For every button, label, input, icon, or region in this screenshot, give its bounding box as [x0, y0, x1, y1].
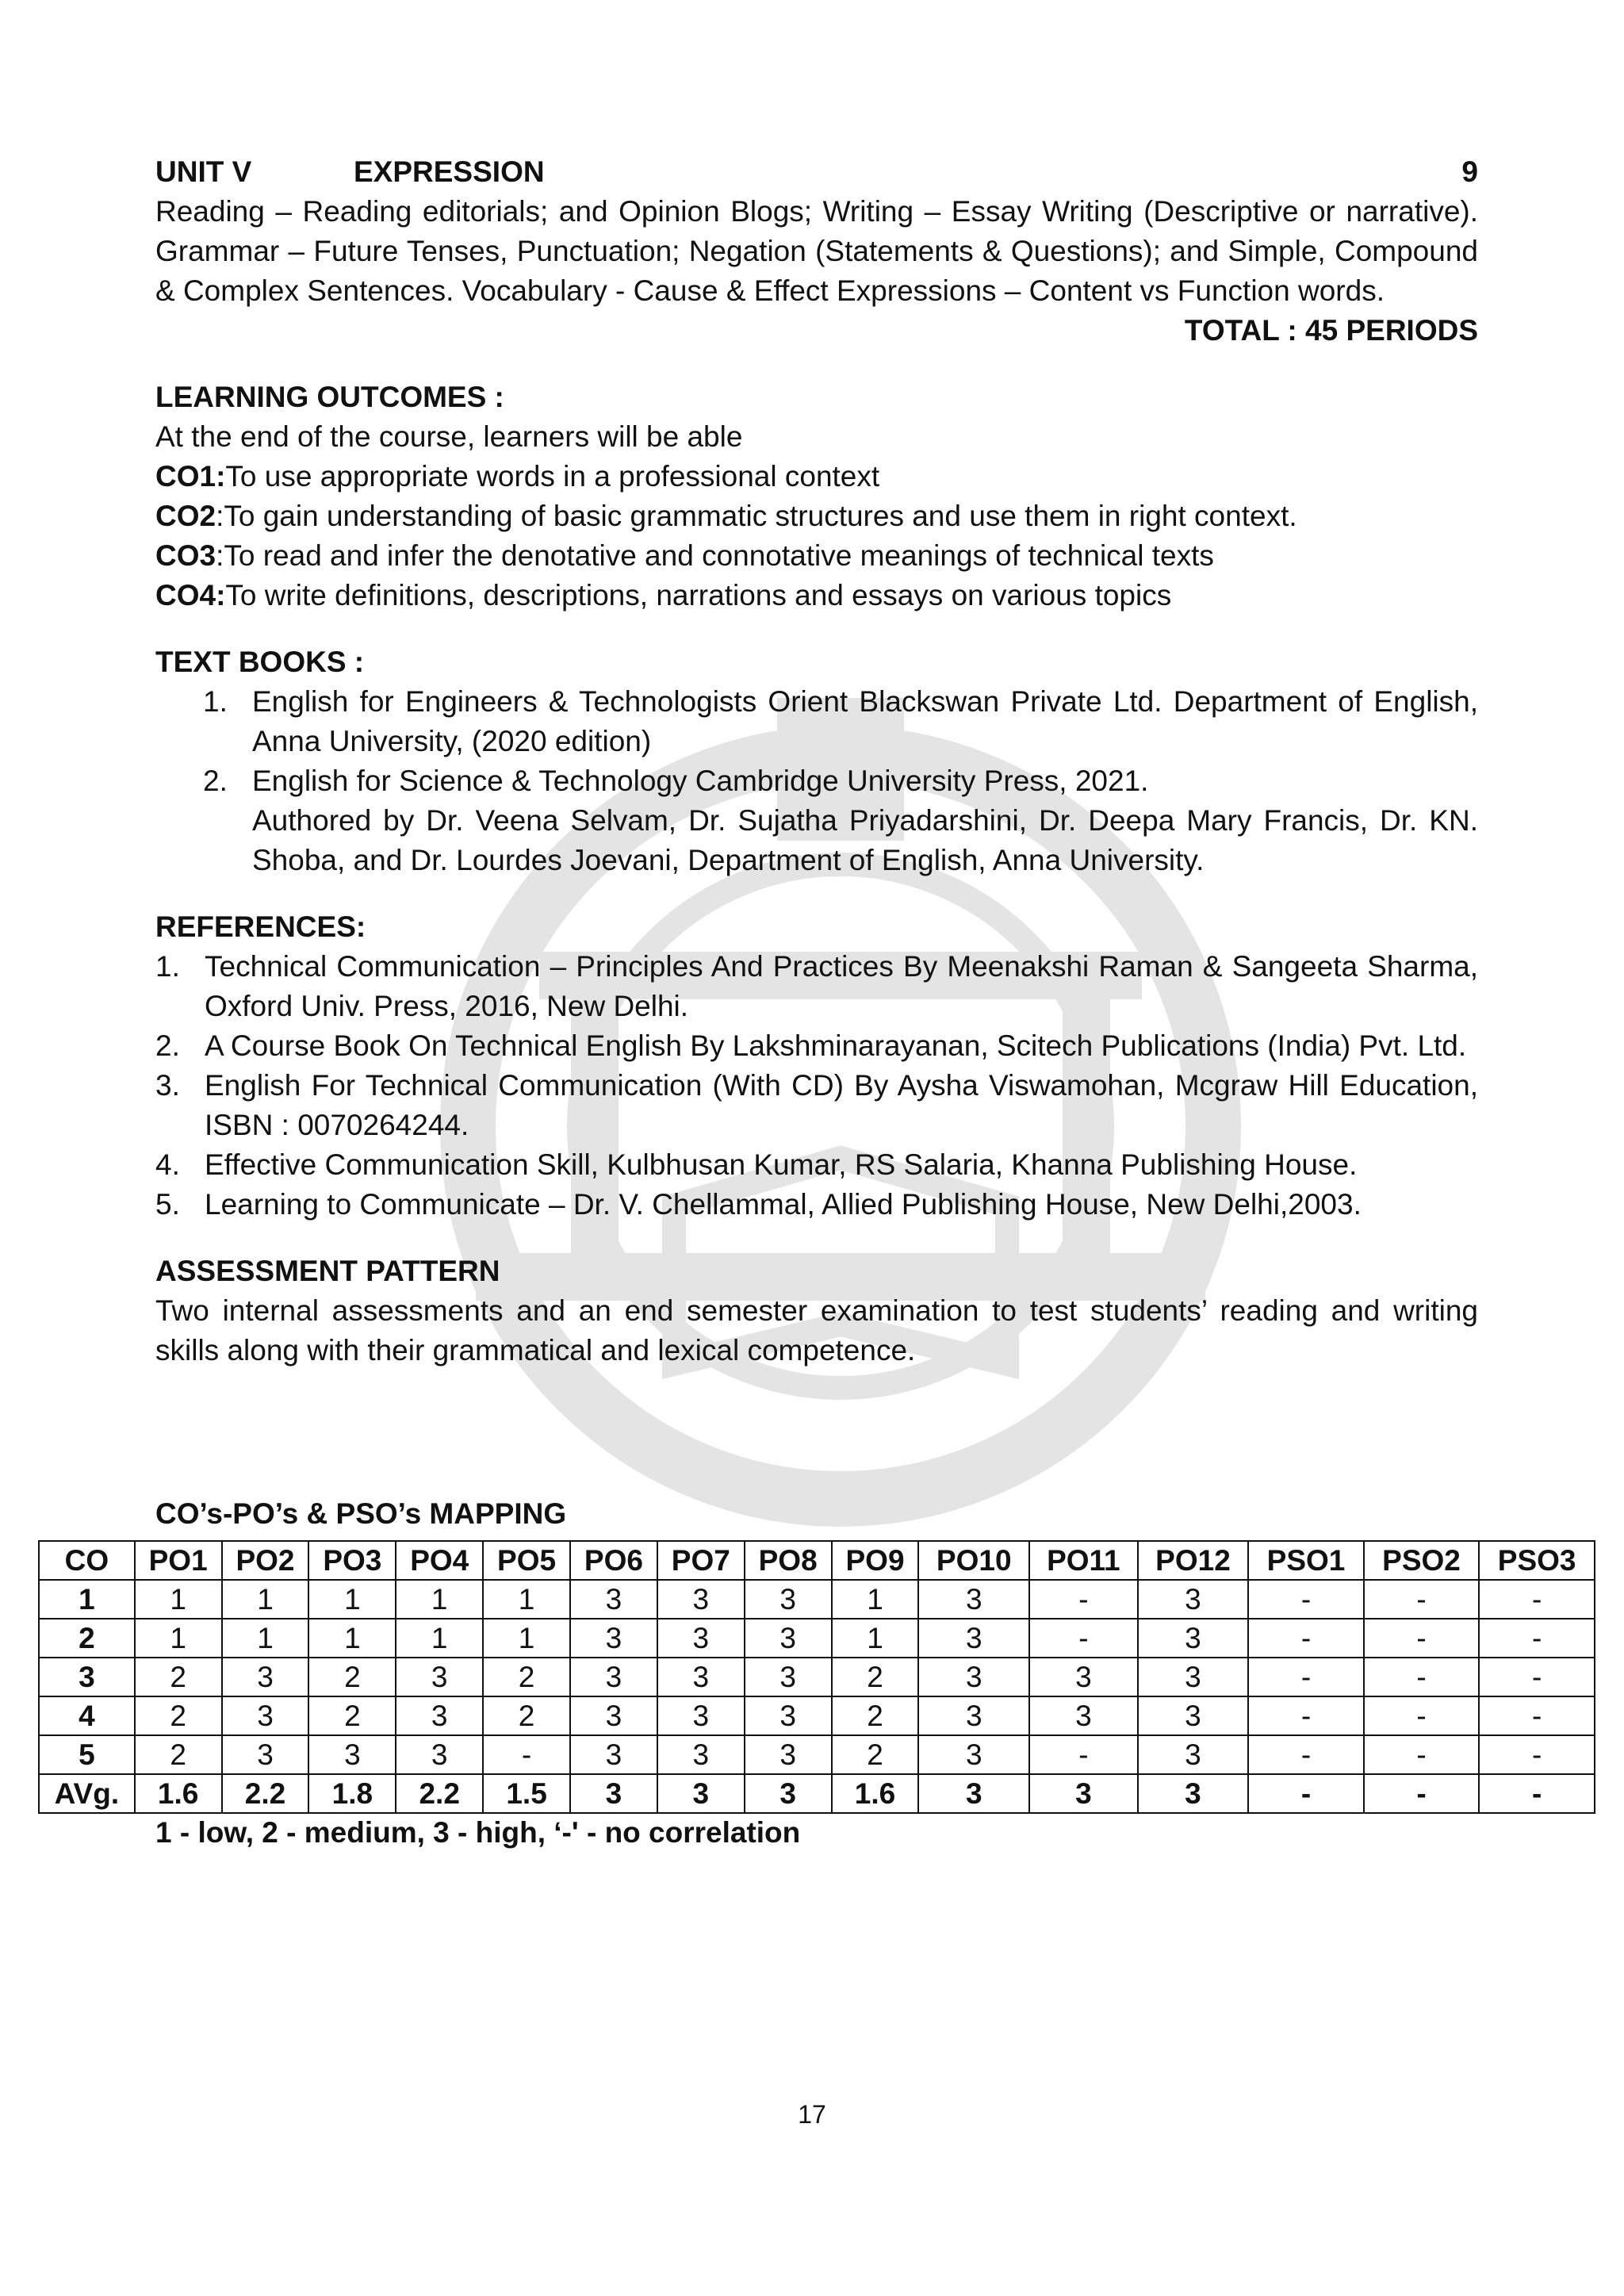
- list-number: 3.: [155, 1069, 180, 1102]
- outcome-code: CO4:: [155, 579, 226, 611]
- list-item: [155, 1185, 1478, 1225]
- table-cell: 1: [483, 1619, 570, 1658]
- mapping-legend: 1 - low, 2 - medium, 3 - high, ‘-' - no correlation: [155, 1816, 801, 1849]
- row-label-cell: 2: [39, 1619, 135, 1658]
- list-text: Learning to Communicate – Dr. V. Chellammal, Allied Publishing House, New Delhi,2003.: [205, 1188, 1362, 1221]
- outcome-item: [155, 536, 1478, 576]
- table-cell: -: [1479, 1658, 1595, 1696]
- list-text: A Course Book On Technical English By Lakshminarayanan, Scitech Publications (India) Pvt. Ltd.: [205, 1029, 1467, 1062]
- outcome-code: CO3: [155, 539, 216, 572]
- column-header: PO3: [308, 1541, 396, 1580]
- total-periods: TOTAL : 45 PERIODS: [1184, 314, 1478, 347]
- table-cell: -: [1364, 1619, 1480, 1658]
- table-cell: 3: [570, 1619, 657, 1658]
- list-authors: Authored by Dr. Veena Selvam, Dr. Sujatha Priyadarshini, Dr. Deepa Mary Francis, Dr. KN. Shoba, and Dr. Lourdes Joevani, Department of English, Anna University.: [252, 804, 1478, 876]
- table-cell: 3: [1138, 1619, 1249, 1658]
- list-item: [155, 1066, 1478, 1145]
- table-cell: -: [1479, 1696, 1595, 1735]
- table-cell: -: [1479, 1774, 1595, 1813]
- table-cell: 3: [1138, 1658, 1249, 1696]
- column-header: PO2: [222, 1541, 309, 1580]
- table-cell: 1: [135, 1619, 222, 1658]
- table-cell: 2: [483, 1696, 570, 1735]
- table-cell: 1.5: [483, 1774, 570, 1813]
- column-header: PO4: [396, 1541, 483, 1580]
- table-cell: 3: [570, 1735, 657, 1774]
- table-cell: 3: [745, 1735, 832, 1774]
- table-row: [39, 1735, 1595, 1774]
- page-content: [155, 152, 1478, 1370]
- table-cell: 3: [1138, 1735, 1249, 1774]
- table-cell: 3: [657, 1619, 745, 1658]
- table-cell: -: [1248, 1619, 1364, 1658]
- table-cell: 3: [570, 1696, 657, 1735]
- table-cell: -: [1364, 1658, 1480, 1696]
- table-cell: 3: [1138, 1580, 1249, 1619]
- table-cell: 3: [657, 1580, 745, 1619]
- column-header: PO1: [135, 1541, 222, 1580]
- row-label-cell: 1: [39, 1580, 135, 1619]
- unit-title: EXPRESSION: [354, 155, 545, 188]
- list-item: [155, 761, 1478, 880]
- table-cell: 3: [657, 1696, 745, 1735]
- outcome-item: [155, 457, 1478, 496]
- table-cell: 3: [1029, 1696, 1138, 1735]
- table-cell: -: [1248, 1696, 1364, 1735]
- table-row: [39, 1658, 1595, 1696]
- references-list: [155, 947, 1478, 1225]
- table-cell: 2: [135, 1658, 222, 1696]
- table-cell: 3: [745, 1774, 832, 1813]
- outcomes-intro: At the end of the course, learners will be able: [155, 420, 743, 453]
- table-cell: 2: [135, 1696, 222, 1735]
- table-cell: 1: [832, 1619, 919, 1658]
- column-header: PO8: [745, 1541, 832, 1580]
- row-label-cell: 5: [39, 1735, 135, 1774]
- list-number: 1.: [155, 950, 180, 983]
- table-cell: -: [1248, 1735, 1364, 1774]
- table-cell: 3: [745, 1658, 832, 1696]
- outcome-code: CO1:: [155, 460, 226, 493]
- table-cell: 3: [918, 1619, 1029, 1658]
- table-cell: 2: [832, 1696, 919, 1735]
- outcome-text: :To gain understanding of basic grammatic structures and use them in right context.: [216, 500, 1297, 532]
- outcomes-heading: LEARNING OUTCOMES :: [155, 381, 504, 413]
- table-cell: -: [1029, 1580, 1138, 1619]
- table-cell: 3: [918, 1580, 1029, 1619]
- table-cell: 3: [918, 1735, 1029, 1774]
- column-header: PO6: [570, 1541, 657, 1580]
- table-cell: 3: [570, 1774, 657, 1813]
- table-cell: 1: [396, 1580, 483, 1619]
- list-text: Technical Communication – Principles And Practices By Meenakshi Raman & Sangeeta Sharma, Oxford Univ. Press, 2016, New Delhi.: [205, 950, 1478, 1022]
- column-header: PO12: [1138, 1541, 1249, 1580]
- table-cell: 3: [918, 1696, 1029, 1735]
- table-cell: 3: [1138, 1696, 1249, 1735]
- table-cell: 3: [396, 1658, 483, 1696]
- column-header: PO11: [1029, 1541, 1138, 1580]
- table-cell: 2.2: [396, 1774, 483, 1813]
- column-header: PSO2: [1364, 1541, 1480, 1580]
- table-cell: 3: [308, 1735, 396, 1774]
- textbooks-list: [155, 682, 1478, 880]
- table-row: [39, 1619, 1595, 1658]
- table-cell: -: [1248, 1658, 1364, 1696]
- table-cell: -: [1364, 1580, 1480, 1619]
- table-cell: -: [1479, 1619, 1595, 1658]
- unit-label: UNIT V: [155, 155, 252, 188]
- list-number: 4.: [155, 1148, 180, 1181]
- table-cell: 3: [396, 1735, 483, 1774]
- table-cell: 3: [396, 1696, 483, 1735]
- list-text: English for Science & Technology Cambridge University Press, 2021.: [252, 765, 1149, 797]
- list-text: English for Engineers & Technologists Orient Blackswan Private Ltd. Department of English, Anna University, (2020 edition): [252, 685, 1478, 757]
- textbooks-heading: TEXT BOOKS :: [155, 646, 365, 678]
- outcome-text: To use appropriate words in a professional context: [225, 460, 880, 493]
- list-text: Effective Communication Skill, Kulbhusan Kumar, RS Salaria, Khanna Publishing House.: [205, 1148, 1358, 1181]
- table-cell: 3: [222, 1696, 309, 1735]
- table-cell: 1: [222, 1619, 309, 1658]
- table-cell: 2: [308, 1696, 396, 1735]
- table-cell: 2.2: [222, 1774, 309, 1813]
- column-header: CO: [39, 1541, 135, 1580]
- table-cell: 3: [1029, 1774, 1138, 1813]
- outcome-text: :To read and infer the denotative and connotative meanings of technical texts: [216, 539, 1214, 572]
- unit-description: Reading – Reading editorials; and Opinion Blogs; Writing – Essay Writing (Descriptive or narrative). Grammar – Future Tenses, Punctuation; Negation (Statements & Questions); and Simple, Compound & Complex Sentences. Vocabulary - Cause & Effect Expressions – Content vs Function words.: [155, 195, 1478, 307]
- table-cell: -: [1479, 1580, 1595, 1619]
- table-cell: 3: [918, 1774, 1029, 1813]
- column-header: PSO3: [1479, 1541, 1595, 1580]
- outcome-text: To write definitions, descriptions, narrations and essays on various topics: [225, 579, 1172, 611]
- table-cell: 1.6: [135, 1774, 222, 1813]
- table-cell: 3: [1138, 1774, 1249, 1813]
- table-cell: 3: [745, 1580, 832, 1619]
- table-row: [39, 1580, 1595, 1619]
- column-header: PSO1: [1248, 1541, 1364, 1580]
- table-row: [39, 1696, 1595, 1735]
- column-header: PO5: [483, 1541, 570, 1580]
- table-cell: -: [1248, 1580, 1364, 1619]
- table-cell: 1: [135, 1580, 222, 1619]
- unit-hours: 9: [1461, 155, 1478, 188]
- column-header: PO9: [832, 1541, 919, 1580]
- outcome-code: CO2: [155, 500, 216, 532]
- table-cell: 2: [483, 1658, 570, 1696]
- table-cell: 1: [396, 1619, 483, 1658]
- page-number: 17: [798, 2100, 826, 2129]
- assessment-heading: ASSESSMENT PATTERN: [155, 1255, 500, 1287]
- list-number: 2.: [155, 1029, 180, 1062]
- list-number: 1.: [203, 685, 228, 718]
- mapping-title: CO’s-PO’s & PSO’s MAPPING: [155, 1497, 567, 1530]
- unit-header: [155, 152, 1478, 192]
- table-cell: -: [1364, 1735, 1480, 1774]
- list-item: [155, 1026, 1478, 1066]
- table-cell: -: [1029, 1735, 1138, 1774]
- row-label-cell: AVg.: [39, 1774, 135, 1813]
- table-cell: 1.6: [832, 1774, 919, 1813]
- table-cell: 2: [135, 1735, 222, 1774]
- table-cell: 3: [1029, 1658, 1138, 1696]
- column-header: PO7: [657, 1541, 745, 1580]
- assessment-text: Two internal assessments and an end semester examination to test students’ reading and writing skills along with their grammatical and lexical competence.: [155, 1294, 1478, 1366]
- table-cell: 2: [308, 1658, 396, 1696]
- table-cell: 1: [222, 1580, 309, 1619]
- outcome-item: [155, 496, 1478, 536]
- table-cell: 3: [657, 1658, 745, 1696]
- table-cell: -: [1248, 1774, 1364, 1813]
- table-cell: 2: [832, 1735, 919, 1774]
- table-cell: -: [1364, 1774, 1480, 1813]
- table-row: [39, 1774, 1595, 1813]
- table-body: [39, 1580, 1595, 1813]
- list-item: [155, 947, 1478, 1026]
- table-cell: 1: [308, 1580, 396, 1619]
- table-header-row: [39, 1541, 1595, 1580]
- outcome-item: [155, 576, 1478, 615]
- table-cell: 3: [222, 1735, 309, 1774]
- table-cell: 1: [308, 1619, 396, 1658]
- row-label-cell: 4: [39, 1696, 135, 1735]
- list-item-body: [252, 761, 1478, 880]
- table-cell: 3: [570, 1580, 657, 1619]
- table-cell: 3: [570, 1658, 657, 1696]
- table-cell: -: [1364, 1696, 1480, 1735]
- table-cell: 3: [918, 1658, 1029, 1696]
- list-item: [155, 1145, 1478, 1185]
- table-cell: 1: [483, 1580, 570, 1619]
- list-number: 5.: [155, 1188, 180, 1221]
- list-text: English For Technical Communication (With CD) By Aysha Viswamohan, Mcgraw Hill Education, ISBN : 0070264244.: [205, 1069, 1478, 1141]
- table-cell: 1: [832, 1580, 919, 1619]
- table-cell: 1.8: [308, 1774, 396, 1813]
- table-cell: -: [1479, 1735, 1595, 1774]
- table-cell: 3: [657, 1774, 745, 1813]
- table-cell: -: [1029, 1619, 1138, 1658]
- table-cell: 3: [745, 1696, 832, 1735]
- list-number: 2.: [203, 765, 228, 797]
- references-heading: REFERENCES:: [155, 910, 366, 943]
- table-cell: -: [483, 1735, 570, 1774]
- table-cell: 3: [222, 1658, 309, 1696]
- table-cell: 3: [745, 1619, 832, 1658]
- column-header: PO10: [918, 1541, 1029, 1580]
- table-cell: 2: [832, 1658, 919, 1696]
- list-item: [155, 682, 1478, 761]
- row-label-cell: 3: [39, 1658, 135, 1696]
- co-po-mapping-table: [38, 1540, 1595, 1814]
- table-cell: 3: [657, 1735, 745, 1774]
